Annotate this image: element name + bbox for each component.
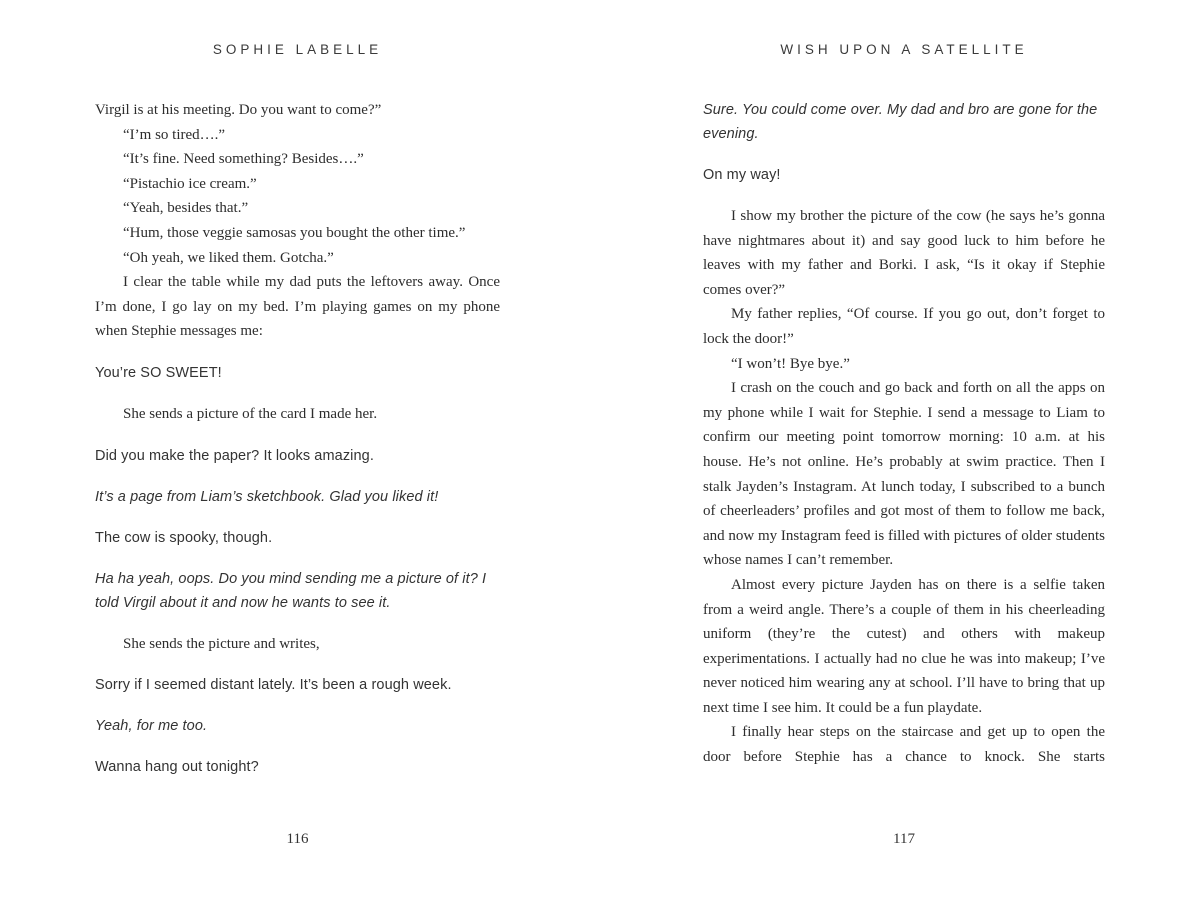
chat-message: On my way! bbox=[703, 167, 781, 183]
page-right-content bbox=[703, 98, 1105, 770]
chat-message: Yeah, for me too. bbox=[95, 718, 208, 735]
chat-message: Did you make the paper? It looks amazing. bbox=[95, 447, 374, 464]
paragraph: “Yeah, besides that.” bbox=[123, 200, 249, 217]
paragraph: I clear the table while my dad puts the leftovers away. Once I’m done, I go lay on my bed. I’m playing games on my phone when Stephie messages me: bbox=[95, 274, 500, 340]
paragraph: “It’s fine. Need something? Besides….” bbox=[123, 151, 364, 168]
running-header-title: WISH UPON A SATELLITE bbox=[780, 42, 1028, 57]
chat-message: The cow is spooky, though. bbox=[95, 529, 273, 546]
page-number-right: 117 bbox=[893, 831, 915, 847]
chat-message: Ha ha yeah, oops. Do you mind sending me a picture of it? I told Virgil about it and now he wants to see it. bbox=[95, 570, 487, 611]
paragraph: I show my brother the picture of the cow (he says he’s gonna have nightmares about it) and say good luck to him before he leaves with my father and Borki. I ask, “Is it okay if Stephie comes over?” bbox=[703, 208, 1105, 298]
page-number-left: 116 bbox=[286, 831, 309, 847]
page-left bbox=[95, 42, 500, 796]
paragraph: Almost every picture Jayden has on there is a selfie taken from a weird angle. There’s a couple of them in his cheerleading uniform (they’re the cutest) and others with makeup experimentations. I actually had no clue he was into makeup; I’ve never noticed him wearing any at school. I’ll have to bring that up next time I see him. It could be a fun playdate. bbox=[703, 576, 1105, 716]
paragraph: She sends the picture and writes, bbox=[123, 635, 320, 652]
chat-message: Sorry if I seemed distant lately. It’s been a rough week. bbox=[95, 677, 452, 694]
paragraph: I finally hear steps on the staircase and get up to open the door before Stephie has a chance to knock. She starts bbox=[703, 724, 1105, 766]
chat-message: You’re SO SWEET! bbox=[95, 364, 222, 381]
chat-message: Sure. You could come over. My dad and bro are gone for the evening. bbox=[703, 102, 1098, 142]
paragraph: I crash on the couch and go back and forth on all the apps on my phone while I wait for Stephie. I send a message to Liam to confirm our meeting point tomorrow morning: 10 a.m. at his house. He’s not online. He’s probably at swim practice. Then I stalk Jayden’s Instagram. At lunch today, I subscribed to a bunch of cheerleaders’ profiles and got most of them to follow me back, and now my Instagram feed is filled with pictures of older students whose names I can’t remember. bbox=[703, 380, 1105, 569]
paragraph: Virgil is at his meeting. Do you want to come?” bbox=[95, 102, 382, 118]
page-right bbox=[703, 42, 1105, 770]
paragraph: My father replies, “Of course. If you go out, don’t forget to lock the door!” bbox=[703, 306, 1105, 347]
chat-message: Wanna hang out tonight? bbox=[95, 759, 259, 776]
paragraph: “Hum, those veggie samosas you bought the other time.” bbox=[123, 224, 466, 241]
paragraph: “Pistachio ice cream.” bbox=[123, 175, 257, 192]
paragraph: She sends a picture of the card I made her. bbox=[123, 405, 378, 422]
running-header-author: SOPHIE LABELLE bbox=[212, 42, 383, 57]
paragraph: “I won’t! Bye bye.” bbox=[731, 355, 850, 372]
paragraph: “I’m so tired….” bbox=[123, 126, 226, 143]
chat-message: It’s a page from Liam’s sketchbook. Glad you liked it! bbox=[95, 488, 439, 505]
page-left-content bbox=[95, 98, 500, 779]
paragraph: “Oh yeah, we liked them. Gotcha.” bbox=[123, 249, 334, 266]
